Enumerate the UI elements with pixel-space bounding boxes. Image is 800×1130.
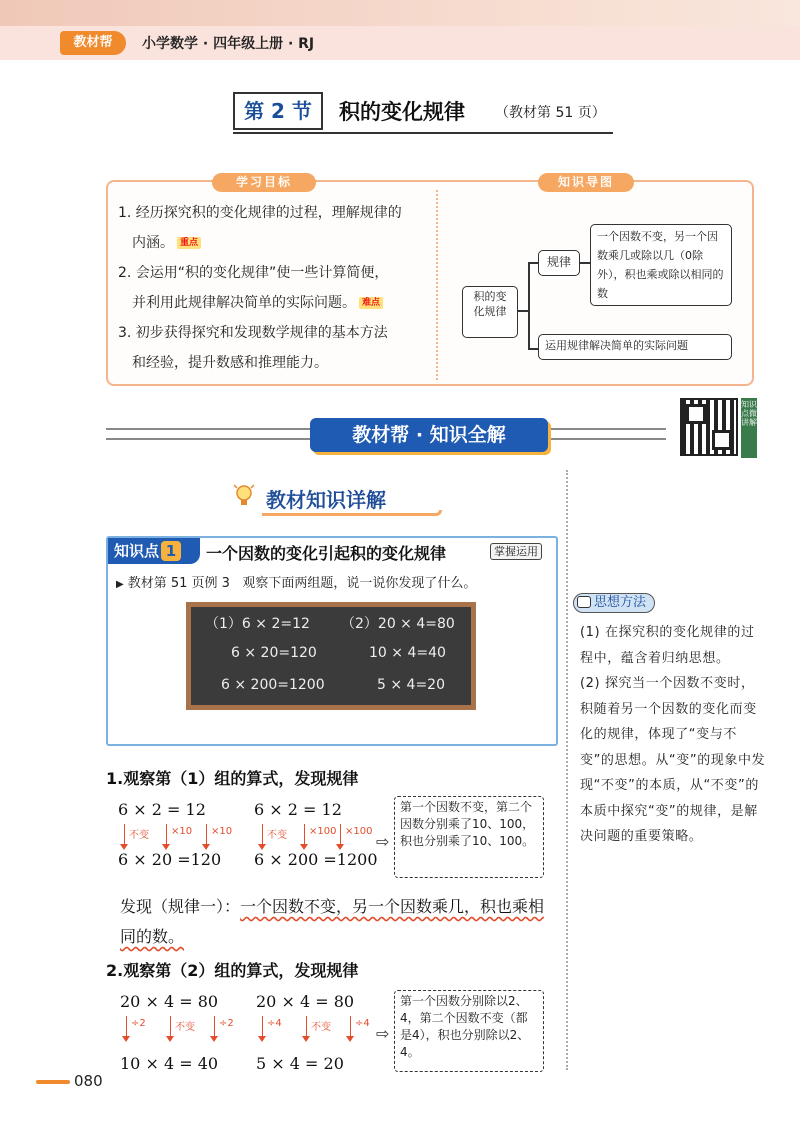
board-group2-line3: 5 × 4=20 — [377, 677, 445, 693]
example-text: 观察下面两组题，说一说你发现了什么。 — [242, 576, 477, 591]
goal-item-1 — [118, 198, 434, 258]
eq1-left-bottom: 6 × 20 =120 — [118, 850, 222, 869]
top-decor-strip — [0, 0, 800, 26]
goals-label: 学习目标 — [212, 173, 316, 192]
eq1-left-top: 6 × 2 = 12 — [118, 800, 206, 819]
mastery-tag: 掌握运用 — [490, 543, 542, 560]
knowledge-point-header — [108, 538, 556, 566]
arrow-divide — [262, 1016, 306, 1040]
method-label-text: 思想方法 — [594, 595, 647, 610]
kmap-rule-text: 一个因数不变，另一个因数乘几或除以几（0除外），积也乘或除以相同的数 — [590, 224, 732, 306]
goal-3-line2: 和经验，提升数感和推理能力。 — [132, 355, 328, 371]
arrow-label: ÷2 — [219, 1018, 234, 1029]
knowledge-point-panel — [106, 536, 558, 746]
knowledge-point-number: 1 — [161, 541, 181, 561]
qr-side-label: 知识点微讲解 — [741, 398, 757, 458]
brand-tag: 教材帮 — [60, 31, 126, 55]
kmap-connector — [518, 310, 528, 312]
lightbulb-icon — [232, 482, 256, 510]
eq2-right-bottom: 5 × 4 = 20 — [256, 1054, 344, 1073]
kmap-branch-rule: 规律 — [538, 250, 580, 276]
detail-title: 教材知识详解 — [266, 488, 386, 512]
book-title: 小学数学 · 四年级上册 · RJ — [142, 36, 315, 52]
observe-1-note: 第一个因数不变，第二个因数分别乘了10、100，积也分别乘了10、100。 — [394, 796, 544, 878]
pointing-hand-icon — [577, 596, 591, 608]
board-group1-title: （1）6 × 2=12 — [205, 616, 310, 632]
arrow-label: ÷4 — [267, 1018, 282, 1029]
goal-item-3 — [118, 318, 434, 378]
method-heading — [573, 593, 663, 613]
rule-1-prefix: 发现（规律一）： — [120, 897, 241, 916]
arrow-label: 不变 — [267, 830, 287, 841]
knowledge-point-label-text: 知识点 — [114, 542, 160, 560]
goal-item-2 — [118, 258, 434, 318]
goal-2-line2: 并利用此规律解决简单的实际问题。 — [132, 295, 356, 311]
goal-2-line1: 2. 会运用“积的变化规律”使一些计算简便， — [118, 265, 389, 281]
board-group2-line2: 10 × 4=40 — [369, 645, 446, 661]
board-group2-title: （2）20 × 4=80 — [341, 616, 455, 632]
triangle-icon: ▶ — [116, 579, 124, 590]
eq2-right-top: 20 × 4 = 80 — [256, 992, 355, 1011]
arrow-label: ×10 — [171, 826, 193, 837]
chalkboard — [186, 602, 476, 710]
arrow-divide — [214, 1016, 258, 1040]
arrow-unchanged — [170, 1016, 214, 1040]
arrow-label: ×100 — [309, 826, 337, 837]
arrow-label: 不变 — [175, 1022, 195, 1033]
goal-1-line1: 1. 经历探究积的变化规律的过程，理解规律的 — [118, 205, 402, 221]
section-title: 积的变化规律 — [339, 100, 465, 124]
rule-1-text: 一个因数不变，另一个因数乘几，积也乘相同的数。 — [120, 897, 545, 946]
key-point-tag: 重点 — [177, 237, 201, 249]
arrow-label: 不变 — [311, 1022, 331, 1033]
difficult-point-tag: 难点 — [359, 297, 383, 309]
implies-arrow-icon: ⇨ — [376, 832, 390, 851]
knowledge-map-label: 知识导图 — [538, 173, 634, 192]
arrow-unchanged — [306, 1016, 350, 1040]
kmap-connector — [580, 262, 590, 264]
section-heading — [233, 90, 613, 134]
eq1-right-bottom: 6 × 200 =1200 — [254, 850, 378, 869]
goals-panel — [106, 175, 754, 386]
board-group1-line3: 6 × 200=1200 — [221, 677, 325, 693]
goal-3-line1: 3. 初步获得探究和发现数学规律的基本方法 — [118, 325, 388, 341]
kmap-branch-apply: 运用规律解决简单的实际问题 — [538, 334, 732, 360]
qr-code[interactable] — [680, 398, 738, 456]
method-paragraph-2: (2) 探究当一个因数不变时，积随着另一个因数的变化而变化的规律，体现了“变与不变”的思想。从“变”的现象中发现“不变”的本质，从“不变”的本质中探究“变”的规律，是解决问题的重要策略。 — [580, 676, 766, 844]
page-number: 080 — [74, 1072, 103, 1090]
arrow-times — [206, 824, 250, 848]
knowledge-point-label — [108, 538, 200, 564]
knowledge-point-title: 一个因数的变化引起积的变化规律 — [206, 544, 447, 563]
method-label — [573, 593, 655, 613]
example-line — [116, 572, 476, 591]
method-text — [580, 620, 766, 850]
arrow-label: ×10 — [211, 826, 233, 837]
method-paragraph-1: (1) 在探究积的变化规律的过程中，蕴含着归纳思想。 — [580, 625, 755, 666]
page-number-dash — [36, 1080, 70, 1084]
kmap-connector — [528, 262, 530, 348]
observe-2-note: 第一个因数分别除以2、4，第二个因数不变（都是4），积也分别除以2、4。 — [394, 990, 544, 1072]
column-divider — [566, 470, 568, 1070]
goal-1-line2: 内涵。 — [132, 235, 174, 251]
detail-underline — [262, 510, 442, 516]
arrow-label: 不变 — [129, 830, 149, 841]
kmap-connector — [528, 262, 538, 264]
goals-divider — [436, 190, 438, 380]
detail-heading — [232, 478, 432, 516]
board-group1-line2: 6 × 20=120 — [231, 645, 317, 661]
eq2-left-bottom: 10 × 4 = 40 — [120, 1054, 219, 1073]
eq2-left-top: 20 × 4 = 80 — [120, 992, 219, 1011]
example-reference: 教材第 51 页例 3 — [127, 576, 230, 591]
section-number: 第 2 节 — [233, 92, 323, 130]
arrow-label: ÷2 — [131, 1018, 146, 1029]
observe-1-heading: 1.观察第（1）组的算式，发现规律 — [106, 769, 359, 788]
section-reference: （教材第 51 页） — [495, 105, 606, 121]
kmap-root: 积的变化规律 — [462, 286, 518, 338]
arrow-label: ÷4 — [355, 1018, 370, 1029]
arrow-divide — [126, 1016, 170, 1040]
arrow-label: ×100 — [345, 826, 373, 837]
rule-1 — [120, 892, 560, 952]
section-banner: 教材帮 · 知识全解 — [310, 418, 548, 452]
implies-arrow-icon: ⇨ — [376, 1024, 390, 1043]
eq1-right-top: 6 × 2 = 12 — [254, 800, 342, 819]
kmap-connector — [528, 348, 538, 350]
observe-2-heading: 2.观察第（2）组的算式，发现规律 — [106, 961, 359, 980]
